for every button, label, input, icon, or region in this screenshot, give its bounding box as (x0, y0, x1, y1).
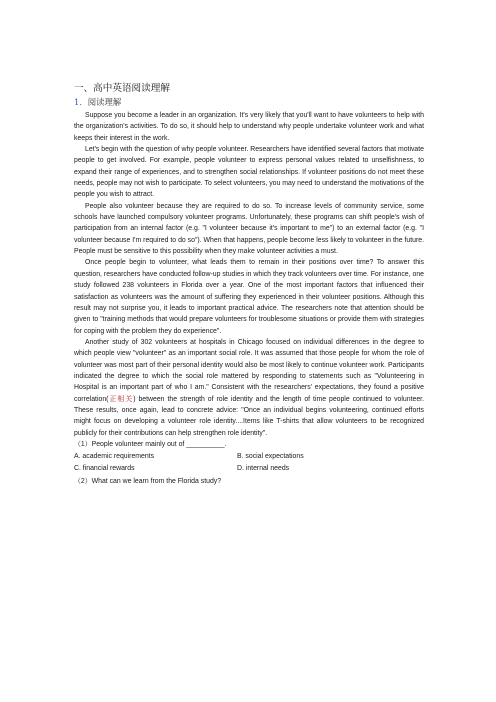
subsection-title (74, 96, 424, 108)
chinese-gloss: 正相关 (108, 394, 134, 403)
option-b: B. social expectations (237, 453, 304, 461)
option-a: A. academic requirements (74, 453, 155, 461)
subsection-label: 阅读理解 (87, 97, 122, 107)
paragraph-text: Another study of 302 volunteers at hospitals in Chicago focused on individual differences in the degree to which people view "volunteer" as an important social role. It was assumed that those people for whom the role of volunteer was most part of their personal identity would also be most likely to continue volunteer work. Participants indicated the degree to which the social role mattered by responding to statements such as "Volunteering in Hospital is an important part of who I am." Consistent with the researchers' expectations, they found a positive correlation( (74, 338, 424, 403)
section-title: 一、高中英语阅读理解 (74, 83, 170, 94)
option-d: D. internal needs (237, 465, 290, 473)
paragraph-text: ) between the strength of role identity and the length of time people continued to volunteer. These results, once again, lead to concrete advice: "Once an individual begins volunteering, continued efforts might focus on developing a volunteer role identity....Items like T-shirts that allow volunteers to be recognized publicly for their contributions can help strengthen role identity". (74, 395, 424, 437)
option-c: C. financial rewards (74, 465, 135, 473)
passage-paragraph: Once people begin to volunteer, what leads them to remain in their positions over time? To answer this question, researchers have conducted follow-up studies in which they track volunteers over time. For instance, one study followed 238 volunteers in Florida over a year. One of the most important factors that influenced their satisfaction as volunteers was the amount of suffering they experienced in their volunteer positions. Although this result may not surprise you, it leads to important practical advice. The researchers note that attention should be given to "training methods that would prepare volunteers for troublesome situations or provide them with strategies for coping with the problem they do experience". (74, 259, 424, 335)
answer-options (74, 451, 424, 475)
passage-paragraph: People also volunteer because they are required to do so. To increase levels of community service, some schools have launched compulsory volunteer programs. Unfortunately, these programs can shift people's wish of participation from an internal factor (e.g. "I volunteer because it's important to me") to an external factor (e.g. "I volunteer because I'm required to do so"). When that happens, people become less likely to volunteer in the future. People must be sensitive to this possibility when they make volunteer activities a must. (74, 202, 424, 256)
passage-paragraph: Let's begin with the question of why people volunteer. Researchers have identified several factors that motivate people to get involved. For example, people volunteer to express personal values related to unselfishness, to expand their range of experiences, and to strengthen social relationships. If volunteer positions do not meet these needs, people may not wish to participate. To select volunteers, you may need to understand the motivations of the people you wish to attract. (74, 146, 424, 199)
passage-paragraph (74, 337, 424, 439)
question-stem: （1）People volunteer mainly out of __________. (74, 440, 227, 448)
subsection-number: 1． (74, 97, 88, 107)
question-stem: （2）What can we learn from the Florida study? (74, 477, 222, 485)
passage-paragraph: Suppose you become a leader in an organization. It's very likely that you'll want to have volunteers to help with the organization's activities. To do so, it should help to understand why people undertake volunteer work and what keeps their interest in the work. (74, 112, 424, 142)
document-page (74, 82, 424, 488)
